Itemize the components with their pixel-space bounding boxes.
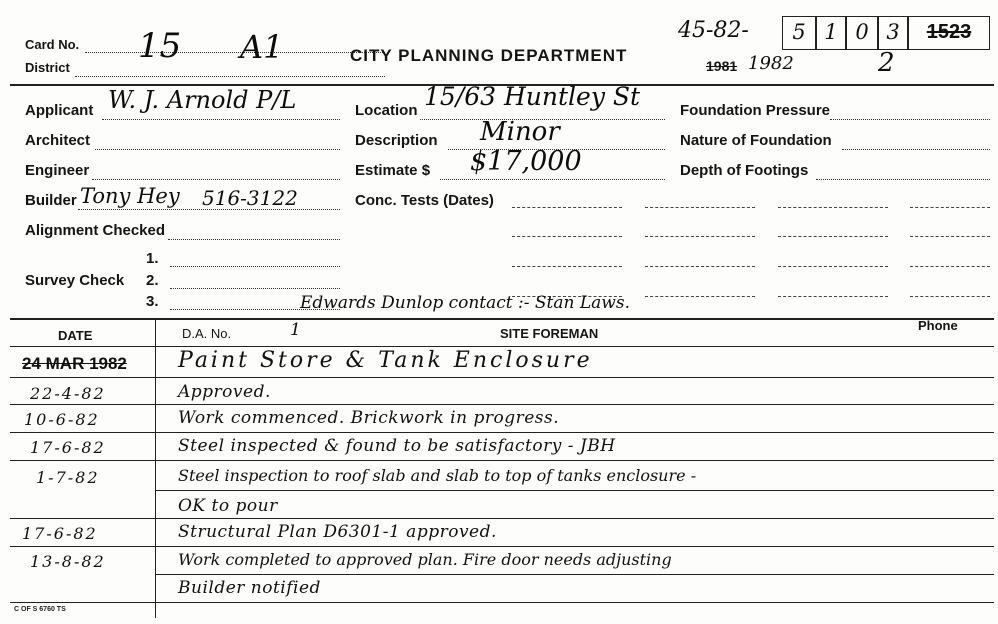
depth-footings-label: Depth of Footings	[680, 162, 809, 179]
contact-note: Edwards Dunlop contact :- Stan Laws.	[300, 293, 630, 313]
survey-line-2	[170, 288, 340, 289]
builder-value: Tony Hey	[80, 184, 180, 208]
engineer-line	[92, 179, 340, 180]
applicant-label: Applicant	[25, 102, 94, 119]
nature-foundation-line	[842, 149, 990, 150]
row-rule	[10, 377, 994, 378]
description-value: Minor	[480, 117, 560, 147]
reference-box-2: 1	[816, 16, 846, 50]
col-header-date: DATE	[58, 328, 93, 343]
survey-item-2: 2.	[146, 272, 159, 289]
conc-test-line	[512, 236, 622, 237]
survey-line-1	[170, 266, 340, 267]
applicant-line	[102, 119, 340, 120]
conc-test-line	[778, 296, 888, 297]
architect-label: Architect	[25, 132, 91, 149]
date-column-divider	[155, 318, 156, 618]
survey-item-3: 3.	[146, 293, 159, 310]
row-entry: OK to pour	[178, 496, 278, 516]
estimate-line	[440, 179, 665, 180]
builder-phone: 516-3122	[202, 186, 298, 210]
col-header-da-no: D.A. No.	[182, 326, 232, 341]
estimate-label: Estimate $	[355, 162, 431, 179]
alignment-checked-label: Alignment Checked	[25, 222, 166, 239]
reference-box-1: 5	[782, 16, 816, 50]
row-entry: Paint Store & Tank Enclosure	[178, 348, 593, 373]
conc-test-line	[645, 236, 755, 237]
conc-test-line	[512, 207, 622, 208]
engineer-label: Engineer	[25, 162, 90, 179]
department-title: CITY PLANNING DEPARTMENT	[350, 46, 628, 65]
row-entry: Builder notified	[178, 578, 321, 598]
row-entry: Work commenced. Brickwork in progress.	[178, 408, 560, 428]
conc-test-line	[910, 236, 990, 237]
card-no-value: 15	[138, 26, 182, 66]
sheet-number: 2	[878, 48, 895, 78]
nature-foundation-label: Nature of Foundation	[680, 132, 832, 149]
header-row-rule	[10, 346, 994, 347]
conc-test-line	[645, 207, 755, 208]
reference-struck-number: 1523	[908, 16, 990, 50]
row-date: 17-6-82	[30, 438, 106, 457]
col-header-site-foreman: SITE FOREMAN	[500, 326, 599, 341]
conc-test-line	[778, 207, 888, 208]
conc-test-line	[910, 296, 990, 297]
row-date: 24 MAR 1982	[22, 354, 127, 373]
depth-footings-line	[816, 179, 990, 180]
table-top-rule	[10, 318, 994, 320]
conc-test-line	[645, 296, 755, 297]
conc-test-line	[778, 266, 888, 267]
row-rule	[10, 602, 994, 603]
row-entry: Work completed to approved plan. Fire door needs adjusting	[178, 550, 672, 569]
conc-test-line	[910, 207, 990, 208]
conc-test-line	[910, 266, 990, 267]
da-number-value: 1	[290, 320, 301, 340]
row-entry: Steel inspected & found to be satisfactory - JBH	[178, 436, 616, 456]
row-date: 10-6-82	[24, 410, 100, 429]
row-rule	[10, 404, 994, 405]
row-rule	[10, 546, 994, 547]
district-line	[75, 76, 385, 77]
year-struck: 1981	[706, 58, 738, 74]
district-label: District	[25, 60, 70, 75]
card-no-line	[85, 52, 385, 53]
row-entry: Steel inspection to roof slab and slab to top of tanks enclosure -	[178, 466, 697, 485]
row-date: 17-6-82	[22, 524, 98, 543]
form-code: C OF S 6760 TS	[14, 606, 66, 613]
conc-test-line	[778, 236, 888, 237]
survey-check-label: Survey Check	[25, 272, 125, 289]
row-rule	[10, 432, 994, 433]
row-date: 13-8-82	[30, 552, 106, 571]
foundation-pressure-label: Foundation Pressure	[680, 102, 831, 119]
conc-test-line	[512, 266, 622, 267]
architect-line	[95, 149, 340, 150]
applicant-value: W. J. Arnold P/L	[108, 86, 297, 114]
row-entry: Approved.	[178, 382, 271, 402]
description-label: Description	[355, 132, 438, 149]
col-header-phone: Phone	[918, 318, 958, 333]
builder-label: Builder	[25, 192, 77, 209]
concrete-tests-label: Conc. Tests (Dates)	[355, 192, 494, 209]
row-rule	[155, 490, 994, 491]
district-value: A1	[240, 28, 284, 66]
reference-box-3: 0	[846, 16, 878, 50]
foundation-pressure-line	[830, 119, 990, 120]
row-rule	[10, 518, 994, 519]
row-date: 1-7-82	[36, 468, 100, 487]
reference-number: 45-82-	[678, 18, 749, 43]
location-value: 15/63 Huntley St	[424, 82, 641, 111]
row-rule	[10, 460, 994, 461]
card-no-label: Card No.	[25, 37, 80, 52]
row-entry: Structural Plan D6301-1 approved.	[178, 522, 497, 542]
row-rule	[155, 574, 994, 575]
conc-test-line	[645, 266, 755, 267]
reference-box-4: 3	[878, 16, 908, 50]
alignment-checked-line	[168, 239, 340, 240]
row-date: 22-4-82	[30, 384, 106, 403]
location-label: Location	[355, 102, 418, 119]
estimate-value: $17,000	[470, 146, 582, 177]
survey-item-1: 1.	[146, 250, 159, 267]
year-current: 1982	[748, 53, 794, 74]
